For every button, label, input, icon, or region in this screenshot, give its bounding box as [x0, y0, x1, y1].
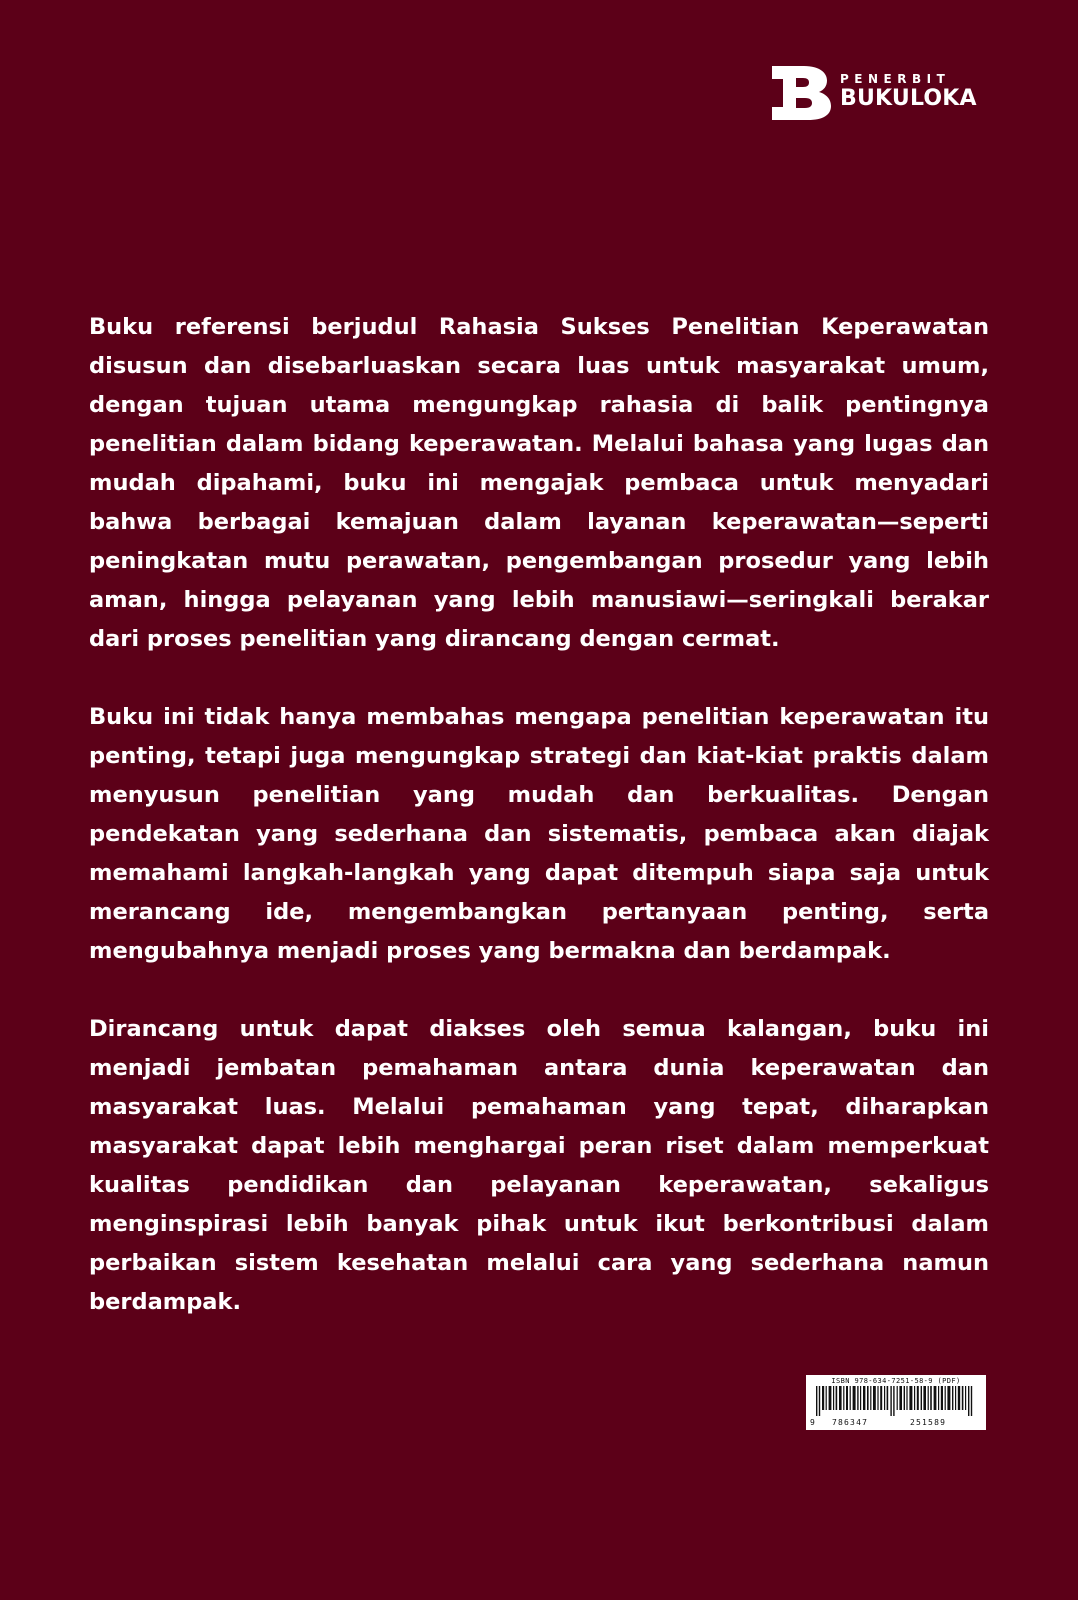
blurb-paragraph-1: Buku referensi berjudul Rahasia Sukses Penelitian Keperawatan disusun dan disebarluaskan secara luas untuk masyarakat umum, dengan tujuan utama mengungkap rahasia di balik pentingnya penelitian dalam bidang keperawatan. Melalui bahasa yang lugas dan mudah dipahami, buku ini mengajak pembaca untuk menyadari bahwa berbagai kemajuan dalam layanan keperawatan—seperti peningkatan mutu perawatan, pengembangan prosedur yang lebih aman, hingga pelayanan yang lebih manusiawi—seringkali berakar dari proses penelitian yang dirancang dengan cermat.	[89, 314, 989, 652]
barcode-digits-left: 786347	[832, 1418, 869, 1427]
bukuloka-b-logo-icon	[770, 66, 832, 120]
blurb-paragraph-2: Buku ini tidak hanya membahas mengapa penelitian keperawatan itu penting, tetapi juga mengungkap strategi dan kiat-kiat praktis dalam menyusun penelitian yang mudah dan berkualitas. Dengan pendekatan yang sederhana dan sistematis, pembaca akan diajak memahami langkah-langkah yang dapat ditempuh siapa saja untuk merancang ide, mengembangkan pertanyaan penting, serta mengubahnya menjadi proses yang bermakna dan berdampak.	[89, 704, 989, 964]
blurb-paragraph-3: Dirancang untuk dapat diakses oleh semua kalangan, buku ini menjadi jembatan pemahaman antara dunia keperawatan dan masyarakat luas. Melalui pemahaman yang tepat, diharapkan masyarakat dapat lebih menghargai peran riset dalam memperkuat kualitas pendidikan dan pelayanan keperawatan, sekaligus menginspirasi lebih banyak pihak untuk ikut berkontribusi dalam perbaikan sistem kesehatan melalui cara yang sederhana namun berdampak.	[89, 1016, 989, 1315]
barcode-digits-right: 251589	[910, 1418, 947, 1427]
isbn-label: ISBN 978-634-7251-58-9 (PDF)	[831, 1377, 961, 1385]
publisher-logo	[770, 66, 990, 120]
barcode-digits	[806, 1418, 986, 1428]
isbn-barcode	[806, 1375, 986, 1430]
publisher-name: BUKULOKA	[840, 86, 977, 111]
publisher-label-small: PENERBIT	[840, 72, 951, 86]
barcode-bars-icon	[816, 1386, 976, 1416]
barcode-digit-lead: 9	[810, 1418, 815, 1427]
back-cover-blurb	[89, 308, 989, 1361]
